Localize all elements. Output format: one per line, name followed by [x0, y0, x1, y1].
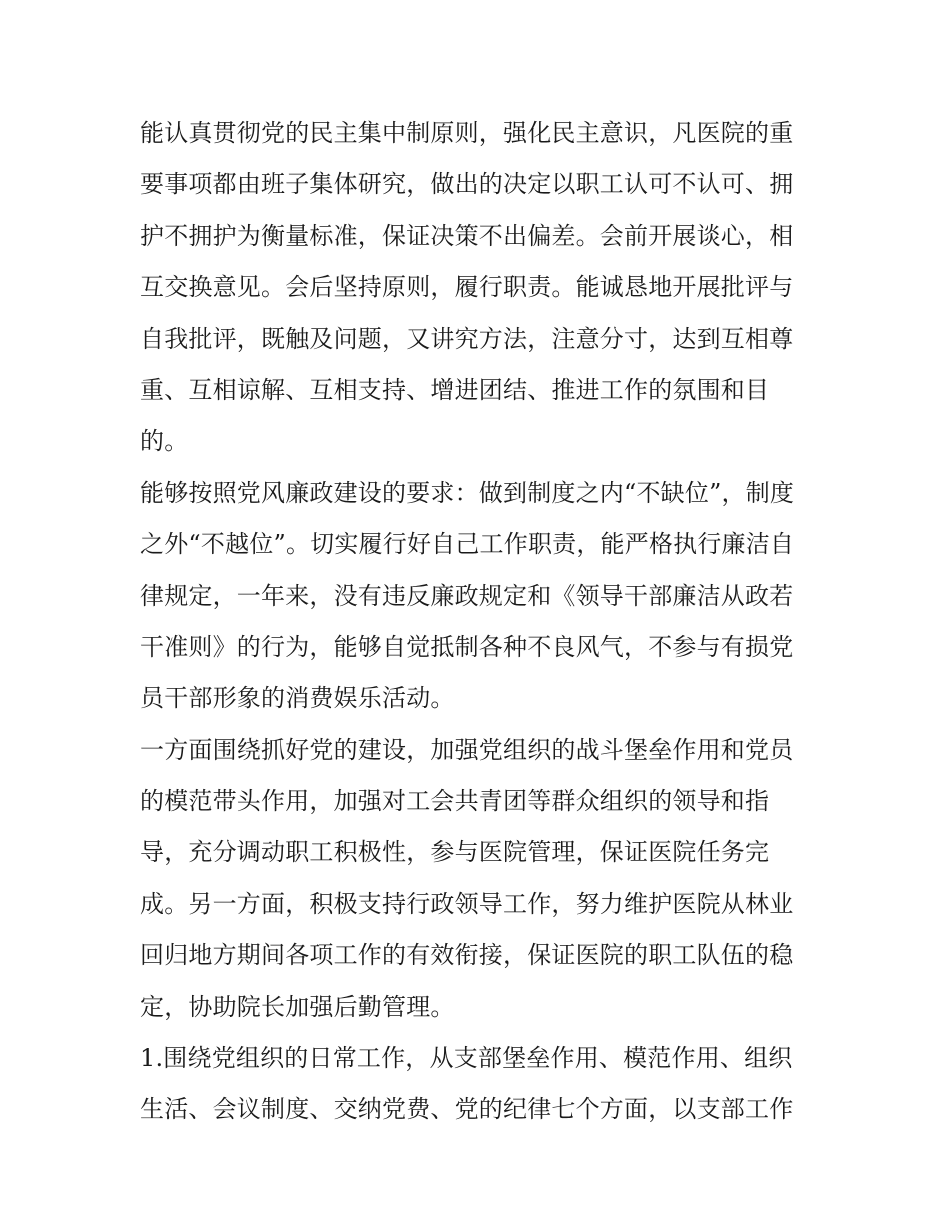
text-line: 重、互相谅解、互相支持、增进团结、推进工作的氛围和目: [140, 375, 770, 404]
text-line: 成。另一方面，积极支持行政领导工作，努力维护医院从林业: [140, 889, 794, 918]
text-line: 律规定，一年来，没有违反廉政规定和《领导干部廉洁从政若: [140, 581, 794, 610]
text-line: 导，充分调动职工积极性，参与医院管理，保证医院任务完: [140, 838, 770, 867]
body-text: [140, 108, 820, 1136]
text-line: 回归地方期间各项工作的有效衔接，保证医院的职工队伍的稳: [140, 941, 794, 970]
text-line: 1.围绕党组织的日常工作，从支部堡垒作用、模范作用、组织: [140, 1044, 793, 1073]
text-line: 生活、会议制度、交纳党费、党的纪律七个方面，以支部工作: [140, 1095, 794, 1124]
text-line: 护不拥护为衡量标准，保证决策不出偏差。会前开展谈心，相: [140, 221, 794, 250]
text-line: 员干部形象的消费娱乐活动。: [140, 684, 455, 713]
text-line: 自我批评，既触及问题，又讲究方法，注意分寸，达到互相尊: [140, 324, 794, 353]
text-line: 定，协助院长加强后勤管理。: [140, 992, 455, 1021]
text-line: 能认真贯彻党的民主集中制原则，强化民主意识，凡医院的重: [140, 119, 794, 147]
text-line: 互交换意见。会后坚持原则，履行职责。能诚恳地开展批评与: [140, 273, 794, 302]
text-line: 能够按照党风廉政建设的要求：做到制度之内“不缺位”，制度: [140, 478, 795, 507]
text-line: 要事项都由班子集体研究，做出的决定以职工认可不认可、拥: [140, 170, 794, 199]
text-line: 一方面围绕抓好党的建设，加强党组织的战斗堡垒作用和党员: [140, 735, 794, 764]
text-line: 之外“不越位”。切实履行好自己工作职责，能严格执行廉洁自: [140, 530, 795, 559]
text-line: 干准则》的行为，能够自觉抵制各种不良风气，不参与有损党: [140, 632, 794, 661]
text-line: 的模范带头作用，加强对工会共青团等群众组织的领导和指: [140, 787, 770, 816]
text-line: 的。: [140, 427, 189, 456]
